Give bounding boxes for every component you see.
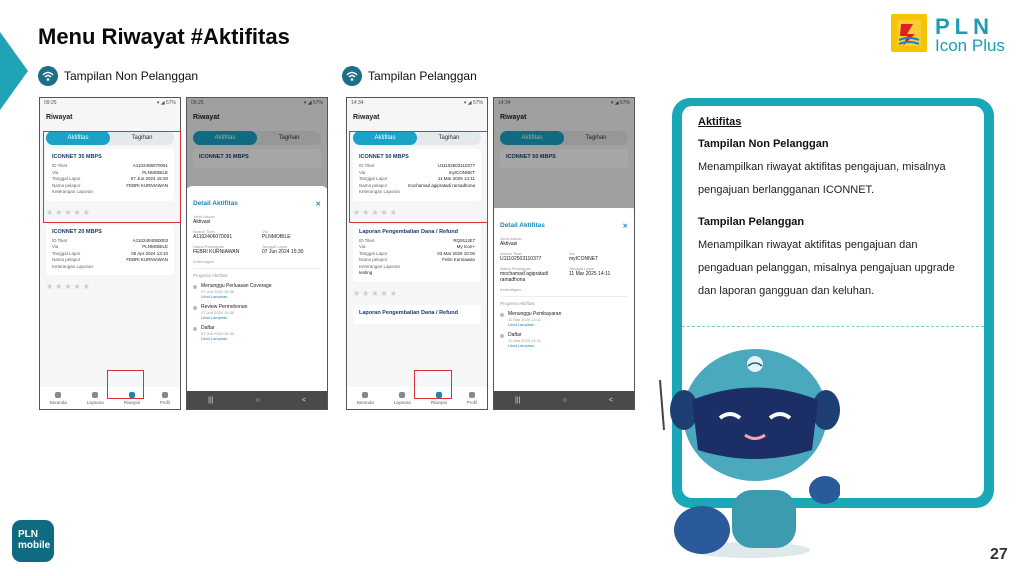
- info-title: Aktifitas: [698, 116, 742, 128]
- card-row: ID Tiket U11102503110377: [359, 163, 475, 168]
- iconnet-wifi-icon: [38, 66, 58, 86]
- tab-tagihan[interactable]: Tagihan: [438, 135, 460, 141]
- pln-logo-subtext: Icon Plus: [935, 36, 1005, 55]
- card-row: Via My Icon+: [359, 244, 475, 249]
- system-nav-bar: [187, 391, 327, 409]
- section-label-text: Tampilan Non Pelanggan: [64, 69, 199, 83]
- sheet-title: Detail Aktifitas: [500, 222, 545, 229]
- phone-screenshot-non-pelanggan-detail: [186, 97, 328, 410]
- recents-button[interactable]: |||: [208, 396, 214, 404]
- left-accent-shape: [0, 32, 28, 110]
- page-number: 27: [990, 546, 1008, 563]
- app-bar-title: Riwayat: [46, 114, 73, 121]
- info-text: Menampilkan riwayat aktifitas pengajuan dan: [698, 239, 918, 251]
- nav-layanan[interactable]: Layanan: [87, 392, 104, 405]
- lihat-lampiran-link[interactable]: Lihat Lampiran: [201, 315, 228, 320]
- progress-item: Daftar 11 Mar 2025 14:11 Lihat Lampiran: [500, 332, 628, 348]
- card-row: Nama pelapor mochamad agipratadi ramadhona: [359, 182, 475, 188]
- tab-tagihan[interactable]: Tagihan: [278, 135, 300, 141]
- close-icon[interactable]: ✕: [622, 223, 628, 230]
- app-bar-title: Riwayat: [193, 114, 220, 121]
- card-row: Via myICONNET: [359, 169, 475, 175]
- detail-bottom-sheet: Detail Aktifitas ✕ Jenis Aduan Aktivasi Nomor Tiket U11102503110377 Via myICONNET Nama Pelanggan mochamad agipratadi ramadhona Tanggal Lapor 11 Mar 2025 14:11 Keterangan Progress Aktifitas Menunggu Pembayaran 11 Mar 2025 14:11 Lihat Lampiran Daftar 11 Mar 2025 14:11 Lihat Lampiran: [494, 208, 634, 391]
- recents-button[interactable]: |||: [515, 396, 521, 404]
- tab-aktifitas[interactable]: Aktifitas: [500, 131, 564, 145]
- status-bar: 09:25 ▾ ◢ 57%: [191, 100, 323, 106]
- card-row: Tanggal Lapor 11 Mar 2025 14:11: [359, 176, 475, 181]
- highlight-box-tabs-card: [43, 131, 181, 223]
- status-bar: 14:34 ▾ ◢ 57%: [351, 100, 483, 106]
- nav-layanan[interactable]: Layanan: [394, 392, 411, 405]
- card-row: Tanggal Lapor 05 Apr 2024 13:10: [52, 250, 168, 256]
- back-button[interactable]: <: [301, 396, 306, 404]
- phone-screenshot-pelanggan-detail: [493, 97, 635, 410]
- status-bar: 14:34 ▾ ◢ 57%: [498, 100, 630, 106]
- info-text: pengaduan pelanggan, misalnya pengajuan upgrade: [698, 262, 955, 274]
- back-button[interactable]: <: [608, 396, 613, 404]
- card-row: Via PLNMOBILE: [52, 169, 168, 175]
- page-title: Menu Riwayat #Aktifitas: [38, 24, 290, 49]
- activity-card[interactable]: ICONNET 35 MBPS: [193, 149, 321, 168]
- card-title: Laporan Pengembalian Dana / Refund: [359, 228, 459, 235]
- card-row: ID Tiket A1102404050003: [52, 237, 168, 243]
- section-label-non-pelanggan: [38, 66, 198, 86]
- card-row: Tanggal Lapor 07 Jun 2024 15:30: [52, 176, 168, 181]
- dashed-divider: [682, 326, 984, 327]
- card-row: Nama pelapor FEBRI KURNIAWAN: [52, 257, 168, 262]
- highlight-box-riwayat-nav: [414, 370, 452, 399]
- close-icon[interactable]: ✕: [315, 201, 321, 208]
- progress-item: Menunggu Perluasan Coverage 07 Jun 2024 15:35 Lihat Lampiran: [193, 283, 321, 299]
- home-button[interactable]: ○: [255, 396, 260, 404]
- card-row: Via PLNMOBILE: [52, 244, 168, 249]
- nav-beranda[interactable]: Beranda: [357, 392, 374, 405]
- nav-riwayat[interactable]: Riwayat: [431, 392, 447, 405]
- card-row: ID Tiket RQ911JE7: [359, 237, 475, 243]
- info-heading-non-pelanggan: Tampilan Non Pelanggan: [698, 138, 829, 150]
- lihat-lampiran-link[interactable]: Lihat Lampiran: [201, 294, 228, 299]
- activity-card[interactable]: Laporan Pengembalian Dana / Refund: [353, 305, 481, 324]
- info-text: dan laporan gangguan dan keluhan.: [698, 285, 875, 297]
- card-row: Nama pelapor Febri Kurniawan: [359, 257, 475, 262]
- card-title: ICONNET 35 MBPS: [52, 154, 102, 160]
- card-row: Keterangan Laporan: [52, 263, 94, 269]
- card-row: ID Tiket A1102406070091: [52, 163, 168, 168]
- pln-logo-icon: [891, 14, 927, 52]
- progress-item: Daftar 07 Jun 2024 15:30 Lihat Lampiran: [193, 325, 321, 341]
- modal-dim-overlay: [494, 98, 634, 208]
- tab-tagihan[interactable]: Tagihan: [585, 135, 607, 141]
- tab-aktifitas[interactable]: Aktifitas: [193, 131, 257, 145]
- card-row: Keterangan Laporan: [359, 189, 401, 194]
- card-row: Nama pelapor FEBRI KURNIAWAN: [52, 182, 168, 188]
- nav-profil[interactable]: Profil: [160, 392, 170, 405]
- section-label-pelanggan: [342, 66, 477, 86]
- activity-card[interactable]: ICONNET 50 MBPS: [500, 149, 628, 168]
- lihat-lampiran-link[interactable]: Lihat Lampiran: [508, 343, 535, 348]
- app-bar-title: Riwayat: [500, 114, 527, 121]
- card-row: Tanggal Lapor 03 Mar 2025 10:00: [359, 250, 475, 256]
- card-row: testing: [359, 270, 373, 275]
- highlight-box-tabs-card: [349, 131, 488, 223]
- iconnet-wifi-icon: [342, 66, 362, 86]
- tab-aktifitas[interactable]: Aktifitas: [46, 131, 110, 145]
- app-bar-title: Riwayat: [353, 114, 380, 121]
- info-text: pengajuan berlangganan ICONNET.: [698, 184, 875, 196]
- info-text: Menampilkan riwayat aktifitas pengajuan, misalnya: [698, 161, 946, 173]
- lihat-lampiran-link[interactable]: Lihat Lampiran: [508, 322, 535, 327]
- activity-card[interactable]: [46, 224, 174, 276]
- modal-dim-overlay: [187, 98, 327, 188]
- highlight-box-riwayat-nav: [107, 370, 144, 399]
- card-row: Keterangan Laporan: [52, 189, 94, 194]
- card-row: Keterangan Laporan: [359, 263, 401, 269]
- rating-stars[interactable]: ★★★★★: [46, 207, 92, 217]
- nav-beranda[interactable]: Beranda: [50, 392, 67, 405]
- status-bar: 09:25 ▾ ◢ 57%: [44, 100, 176, 106]
- activity-card[interactable]: [353, 224, 481, 282]
- detail-bottom-sheet: Detail Aktifitas ✕ Jenis Aduan Aktivasi Nomor Tiket A1102406070091 Via PLNMOBILE Nama Pelanggan FEBRI KURNIAWAN Tanggal Lapor 07 Jun 2024 15:30 Keterangan Progress Aktifitas Menunggu Perluasan Coverage 07 Jun 2024 15:35 Lihat Lampiran Review Permohonan 07 Jun 2024 15:30 Lihat Lampiran Daftar 07 Jun 2024 15:30 Lihat Lampiran: [187, 186, 327, 391]
- nav-riwayat[interactable]: Riwayat: [124, 392, 140, 405]
- card-title: ICONNET 20 MBPS: [52, 228, 102, 235]
- rating-stars[interactable]: ★★★★★: [353, 288, 399, 298]
- card-title: ICONNET 50 MBPS: [359, 154, 409, 160]
- pln-mobile-logo: PLN mobile: [12, 520, 54, 562]
- tab-tagihan[interactable]: Tagihan: [131, 135, 153, 141]
- rating-stars[interactable]: ★★★★★: [353, 207, 399, 217]
- rating-stars[interactable]: ★★★★★: [46, 282, 92, 291]
- pln-logo-text: PLN: [935, 14, 994, 39]
- progress-item: Review Permohonan 07 Jun 2024 15:30 Lihat Lampiran: [193, 304, 321, 320]
- progress-item: Menunggu Pembayaran 11 Mar 2025 14:11 Lihat Lampiran: [500, 311, 628, 327]
- info-heading-pelanggan: Tampilan Pelanggan: [698, 216, 805, 228]
- robot-mascot-illustration: [640, 340, 840, 560]
- tab-aktifitas[interactable]: Aktifitas: [353, 131, 417, 145]
- pln-icon-plus-logo: [891, 14, 1011, 56]
- lihat-lampiran-link[interactable]: Lihat Lampiran: [201, 336, 228, 341]
- section-label-text: Tampilan Pelanggan: [368, 69, 477, 83]
- system-nav-bar: [494, 391, 634, 409]
- nav-profil[interactable]: Profil: [467, 392, 477, 405]
- sheet-title: Detail Aktifitas: [193, 200, 238, 207]
- home-button[interactable]: ○: [562, 396, 567, 404]
